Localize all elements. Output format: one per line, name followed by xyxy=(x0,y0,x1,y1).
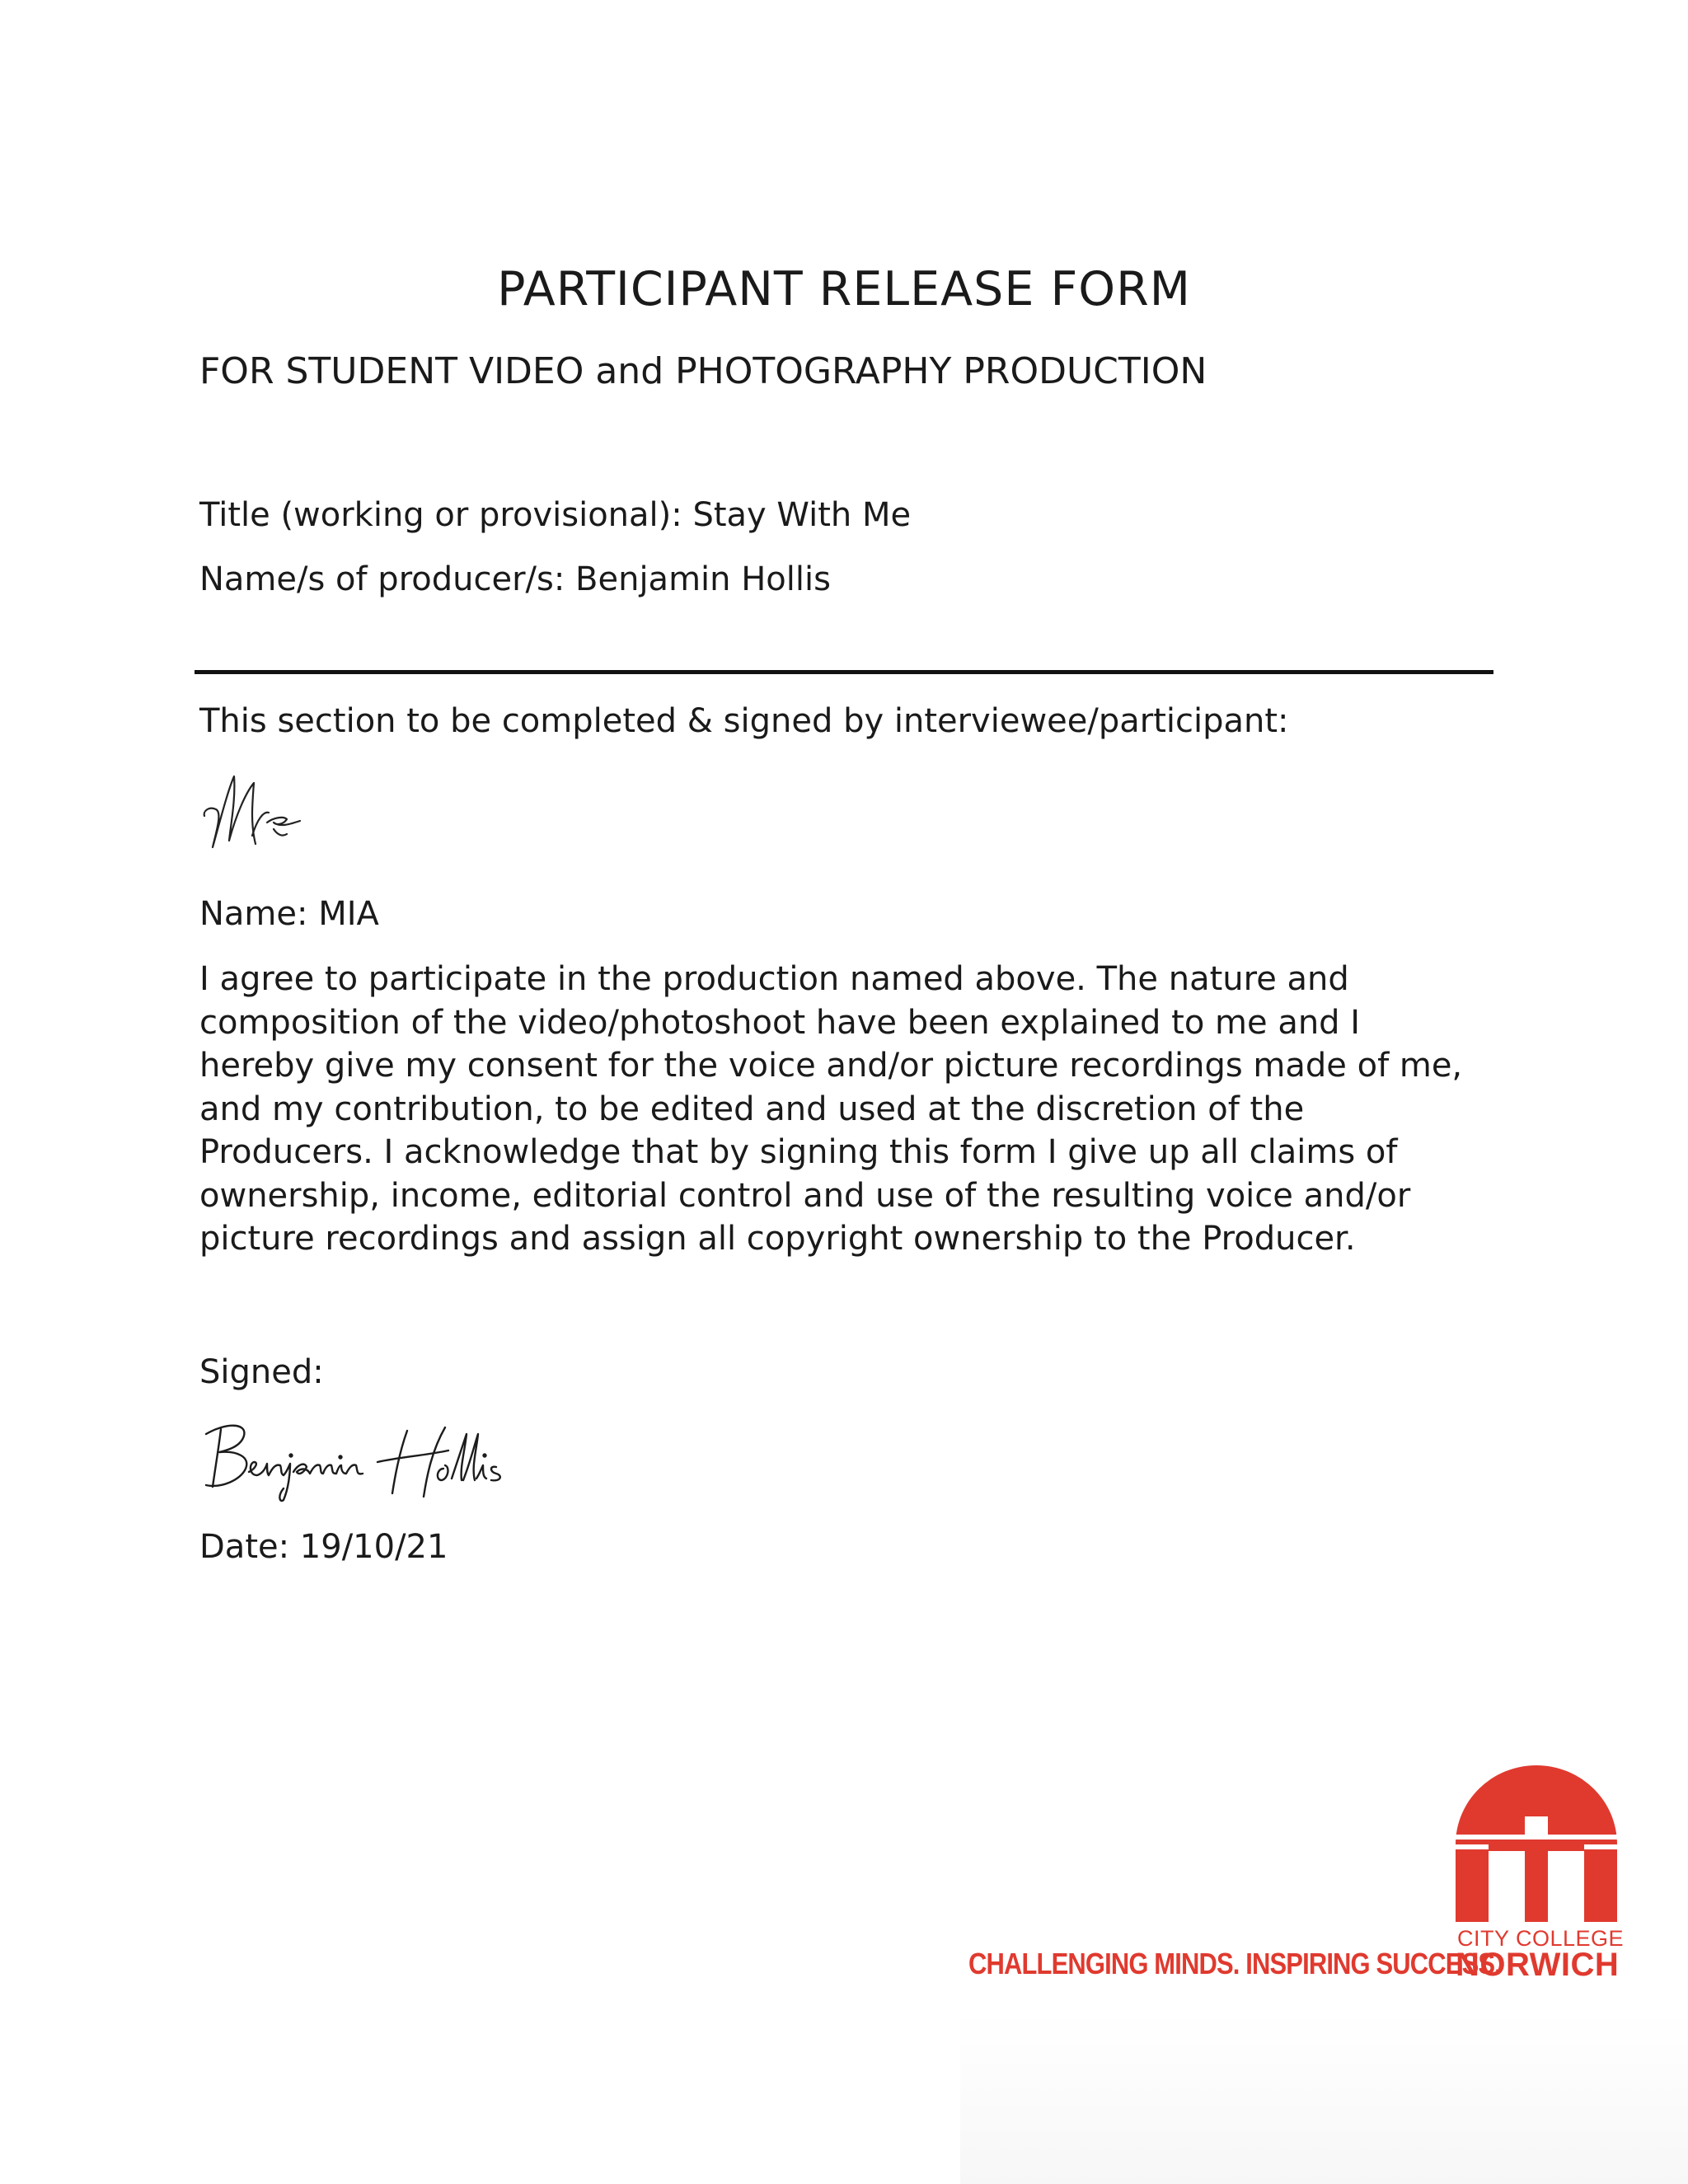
production-title-line: Title (working or provisional): Stay With Me xyxy=(199,496,912,534)
city-college-norwich-logo-icon xyxy=(1456,1765,1617,1922)
agreement-text: I agree to participate in the production named above. The nature and composition of the video/photoshoot have been explained to me and I hereby give my consent for the voice and/or picture recordings made of me, and my contribution, to be edited and used at the discretion of the Producers. I acknowledge that by signing this form I give up all claims of ownership, income, editorial control and use of the resulting voice and/or picture recordings and assign all copyright ownership to the Producer. xyxy=(199,960,1463,1258)
signed-label: Signed: xyxy=(199,1353,324,1391)
participant-signature xyxy=(198,758,313,857)
section-instruction: This section to be completed & signed by interviewee/participant: xyxy=(199,702,1289,740)
college-tagline: CHALLENGING MINDS. INSPIRING SUCCESS. xyxy=(968,1947,1501,1980)
producer-name-line: Name/s of producer/s: Benjamin Hollis xyxy=(199,560,831,598)
producer-signature xyxy=(201,1414,564,1505)
date-line: Date: 19/10/21 xyxy=(199,1528,448,1566)
section-divider xyxy=(195,670,1493,674)
form-title: PARTICIPANT RELEASE FORM xyxy=(497,262,1191,316)
form-subtitle: FOR STUDENT VIDEO and PHOTOGRAPHY PRODUCTION xyxy=(199,350,1207,392)
participant-name-line: Name: MIA xyxy=(199,895,379,933)
college-name-line1: CITY COLLEGE xyxy=(1457,1926,1625,1951)
page-corner-shade xyxy=(960,2011,1688,2184)
college-name-line2: NORWICH xyxy=(1456,1947,1620,1983)
